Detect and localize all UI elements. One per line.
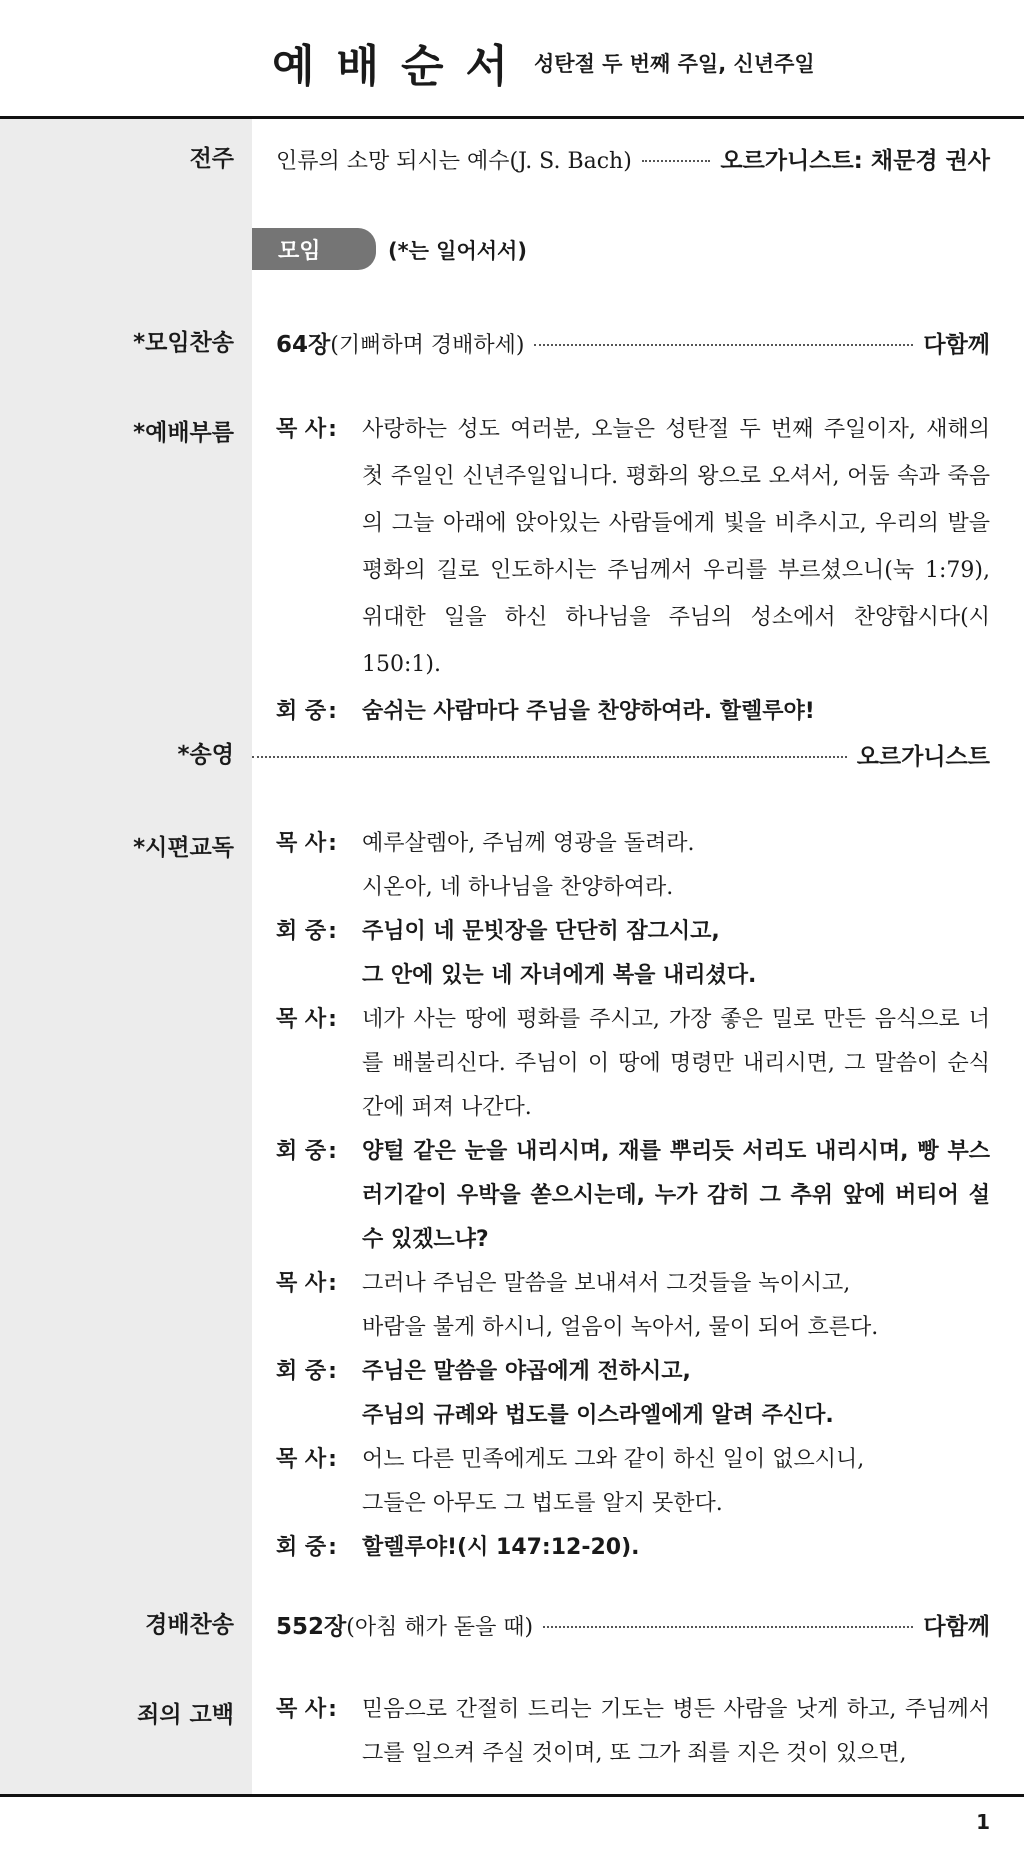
responsive-line (276, 1438, 990, 1526)
prelude-piece: 인류의 소망 되시는 예수(J. S. Bach) (276, 149, 632, 174)
line-text: 양털 같은 눈을 내리시며, 재를 뿌리듯 서리도 내리시며, 빵 부스러기같이 우박을 쏟으시는데, 누가 감히 그 추위 앞에 버티어 설 수 있겠느냐? (362, 1139, 990, 1252)
line-text: 네가 사는 땅에 평화를 주시고, 가장 좋은 밀로 만든 음식으로 너를 배불리신다. 주님이 이 땅에 명령만 내리시면, 그 말씀이 순식간에 퍼져 나간다. (362, 1007, 990, 1120)
speaker-label: 회 중: (276, 1535, 337, 1560)
confession-label: 죄의 고백 (137, 1702, 234, 1728)
doxology-line (252, 738, 990, 771)
call-to-worship-label: *예배부름 (133, 420, 234, 446)
doxology-performer: 오르가니스트 (856, 744, 990, 770)
line-text: 믿음으로 간절히 드리는 기도는 병든 사람을 낫게 하고, 주님께서 그를 일으켜 주실 것이며, 또 그가 죄를 지은 것이 있으면, (362, 1697, 990, 1766)
speaker-label: 회 중: (276, 919, 337, 944)
speaker-label: 목 사: (276, 417, 337, 442)
psalm-reading-label: *시편교독 (133, 835, 234, 861)
page-title: 예배순서 (271, 41, 530, 92)
leader-dots (252, 756, 847, 758)
prelude-performer: 오르가니스트: 채문경 권사 (720, 148, 990, 174)
responsive-line (276, 910, 990, 998)
line-text: 할렐루야!(시 147:12-20). (362, 1535, 640, 1560)
hymn-title: (아침 해가 돋을 때) (346, 1615, 534, 1640)
responsive-line (276, 688, 990, 735)
responsive-line (276, 406, 990, 688)
bottom-rule (0, 1794, 1024, 1797)
speaker-label: 목 사: (276, 1007, 337, 1032)
leader-dots (543, 1626, 913, 1628)
speaker-label: 회 중: (276, 1139, 337, 1164)
line-text: 주님은 말씀을 야곱에게 전하시고, 주님의 규례와 법도를 이스라엘에게 알려 주신다. (362, 1359, 834, 1428)
hymn-number: 64장 (276, 332, 331, 358)
leader-dots (534, 344, 913, 346)
line-text: 어느 다른 민족에게도 그와 같이 하신 일이 없으시니, 그들은 아무도 그 법도를 알지 못한다. (362, 1447, 865, 1516)
prelude-line (276, 142, 990, 175)
prelude-label: 전주 (189, 146, 234, 172)
header (0, 0, 1024, 118)
gathering-hymn-line (276, 326, 990, 359)
hymn-performer: 다함께 (923, 1614, 990, 1640)
responsive-line (276, 1350, 990, 1438)
confession-block (276, 1688, 990, 1776)
page-number: 1 (976, 1810, 990, 1834)
hymn-performer: 다함께 (923, 332, 990, 358)
section-tab-gathering: 모임 (252, 228, 376, 270)
speaker-label: 회 중: (276, 699, 337, 724)
responsive-line (276, 1262, 990, 1350)
speaker-label: 회 중: (276, 1359, 337, 1384)
line-text: 주님이 네 문빗장을 단단히 잠그시고, 그 안에 있는 네 자녀에게 복을 내리셨다. (362, 919, 757, 988)
responsive-line (276, 1526, 990, 1570)
psalm-reading-block (276, 822, 990, 1570)
responsive-line (276, 1688, 990, 1776)
hymn-number: 552장 (276, 1614, 347, 1640)
line-text: 예루살렘아, 주님께 영광을 돌려라. 시온아, 네 하나님을 찬양하여라. (362, 831, 695, 900)
responsive-line (276, 822, 990, 910)
hymn-title: (기뻐하며 경배하세) (330, 333, 525, 358)
speaker-label: 목 사: (276, 1447, 337, 1472)
call-to-worship-block (276, 406, 990, 735)
speaker-label: 목 사: (276, 1271, 337, 1296)
worship-hymn-label: 경배찬송 (145, 1612, 234, 1638)
doxology-label: *송영 (177, 742, 234, 768)
speaker-label: 목 사: (276, 1697, 337, 1722)
page-subtitle: 성탄절 두 번째 주일, 신년주일 (534, 52, 815, 76)
line-text: 사랑하는 성도 여러분, 오늘은 성탄절 두 번째 주일이자, 새해의 첫 주일인 신년주일입니다. 평화의 왕으로 오셔서, 어둠 속과 죽음의 그늘 아래에 앉아있는 사람들에게 빛을 비추시고, 우리의 발을 평화의 길로 인도하시는 주님께서 우리를 부르셨으니(눅 1:79), 위대한 일을 하신 하나님을 주님의 성소에서 찬양합시다(시 150:1). (362, 417, 990, 677)
leader-dots (642, 160, 711, 162)
responsive-line (276, 1130, 990, 1262)
line-text: 숨쉬는 사람마다 주님을 찬양하여라. 할렐루야! (362, 699, 815, 724)
section-note: (*는 일어서서) (388, 239, 527, 263)
line-text: 그러나 주님은 말씀을 보내셔서 그것들을 녹이시고, 바람을 불게 하시니, 얼음이 녹아서, 물이 되어 흐른다. (362, 1271, 879, 1340)
responsive-line (276, 998, 990, 1130)
worship-hymn-line (276, 1608, 990, 1641)
label-column (0, 119, 252, 1794)
gathering-hymn-label: *모임찬송 (133, 330, 234, 356)
speaker-label: 목 사: (276, 831, 337, 856)
